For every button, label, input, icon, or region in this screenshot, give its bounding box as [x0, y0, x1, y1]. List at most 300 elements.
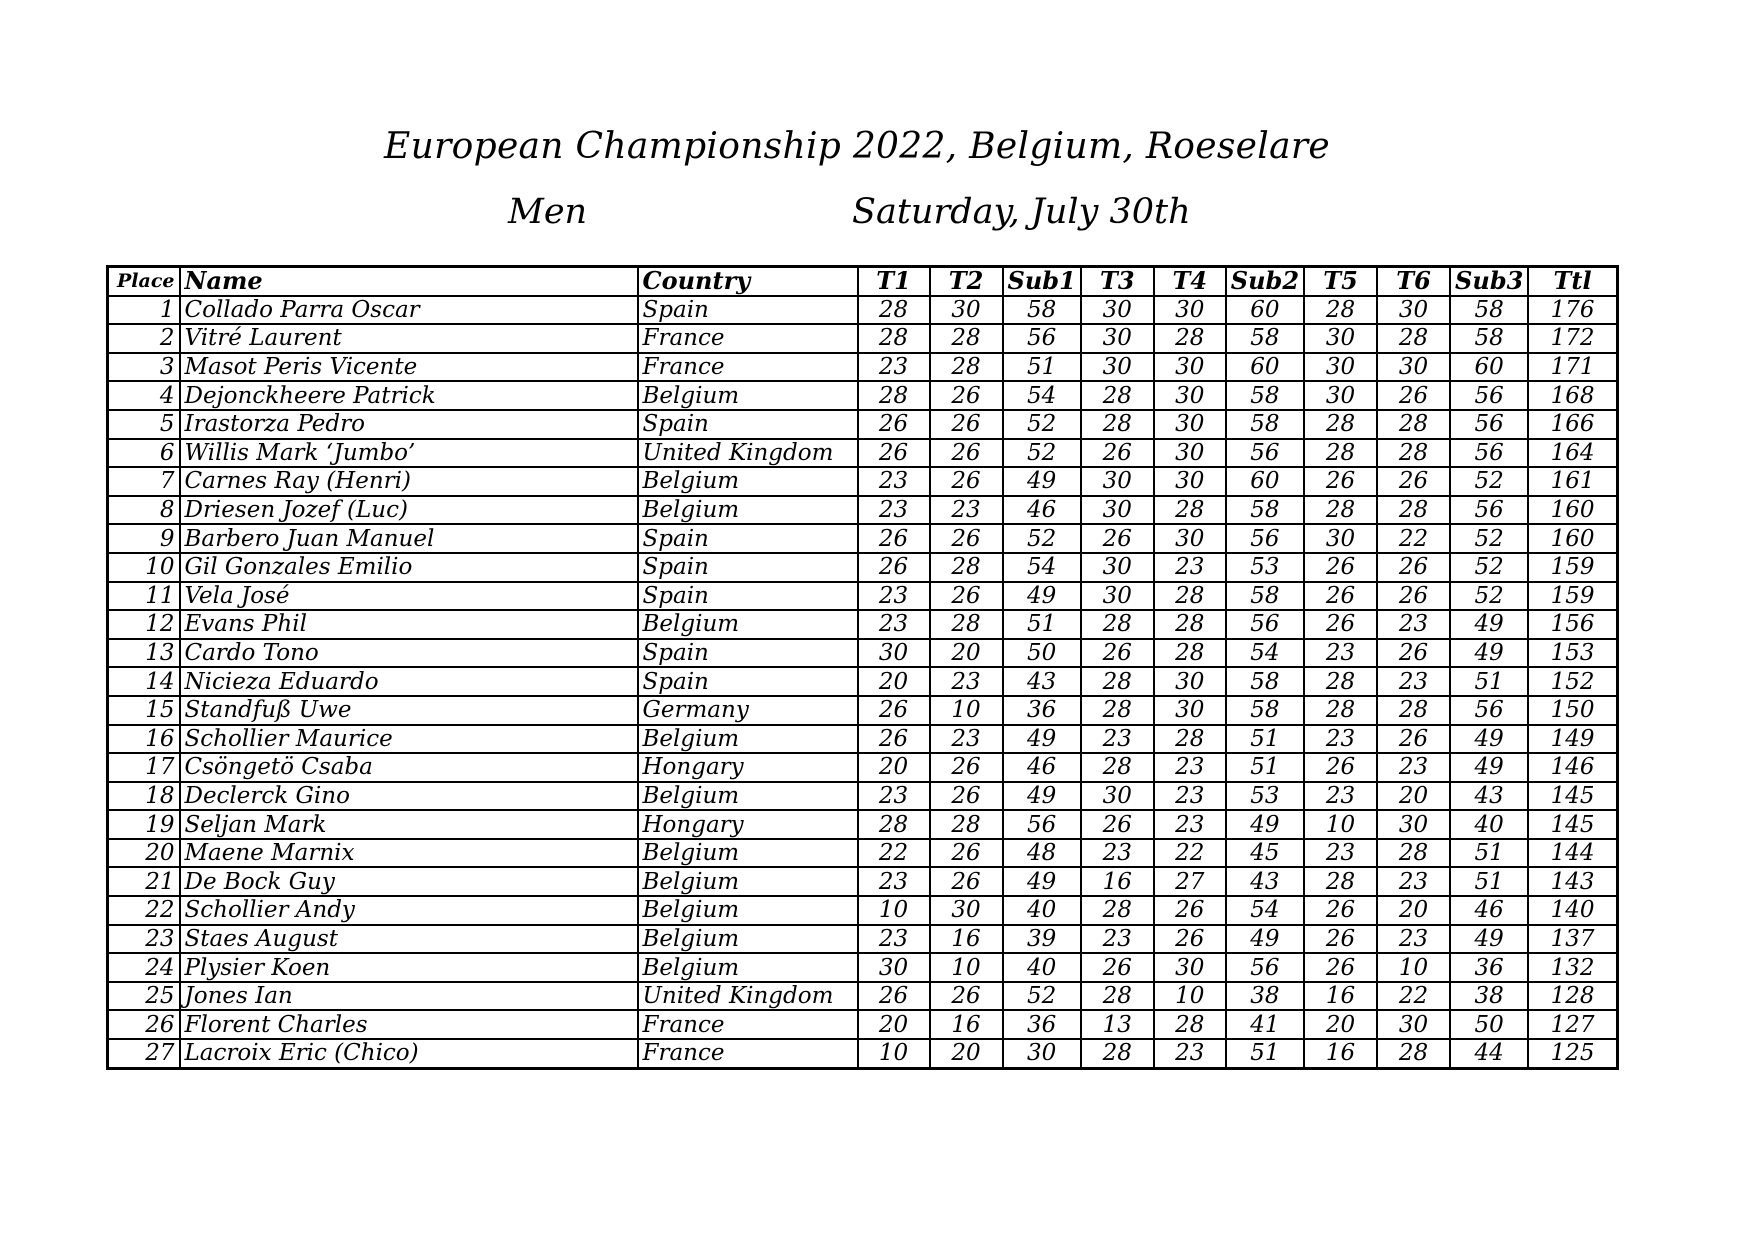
t2-cell: 28 — [930, 553, 1003, 582]
t1-cell: 10 — [858, 1039, 930, 1068]
name-cell: Cardo Tono — [180, 639, 638, 668]
country-cell: France — [638, 324, 858, 353]
table-row — [108, 667, 1618, 696]
t2-cell: 20 — [930, 1039, 1003, 1068]
place-cell: 4 — [108, 381, 180, 410]
total-cell: 176 — [1528, 296, 1617, 325]
sub1-cell: 52 — [1003, 524, 1081, 553]
sub2-cell: 51 — [1226, 753, 1304, 782]
table-row — [108, 696, 1618, 725]
sub3-cell: 52 — [1450, 467, 1528, 496]
table-row — [108, 296, 1618, 325]
sub3-cell: 49 — [1450, 610, 1528, 639]
t6-cell: 30 — [1377, 810, 1450, 839]
t5-cell: 23 — [1304, 639, 1377, 668]
country-cell: Spain — [638, 410, 858, 439]
t3-cell: 28 — [1081, 610, 1154, 639]
t4-cell: 28 — [1154, 496, 1226, 525]
t3-cell: 30 — [1081, 496, 1154, 525]
t2-cell: 23 — [930, 725, 1003, 754]
t5-cell: 26 — [1304, 925, 1377, 954]
place-cell: 23 — [108, 925, 180, 954]
t5-cell: 10 — [1304, 810, 1377, 839]
table-row — [108, 1039, 1618, 1068]
column-header-sub2: Sub2 — [1226, 267, 1304, 296]
t6-cell: 23 — [1377, 667, 1450, 696]
sub2-cell: 60 — [1226, 296, 1304, 325]
t4-cell: 30 — [1154, 953, 1226, 982]
sub3-cell: 56 — [1450, 696, 1528, 725]
t5-cell: 28 — [1304, 296, 1377, 325]
t5-cell: 30 — [1304, 381, 1377, 410]
total-cell: 125 — [1528, 1039, 1617, 1068]
t6-cell: 26 — [1377, 639, 1450, 668]
column-header-sub3: Sub3 — [1450, 267, 1528, 296]
sub2-cell: 53 — [1226, 782, 1304, 811]
t3-cell: 28 — [1081, 381, 1154, 410]
t1-cell: 26 — [858, 696, 930, 725]
total-cell: 143 — [1528, 867, 1617, 896]
t6-cell: 28 — [1377, 839, 1450, 868]
t3-cell: 26 — [1081, 953, 1154, 982]
country-cell: Spain — [638, 296, 858, 325]
t1-cell: 26 — [858, 524, 930, 553]
column-header-t2: T2 — [930, 267, 1003, 296]
t3-cell: 26 — [1081, 639, 1154, 668]
sub3-cell: 36 — [1450, 953, 1528, 982]
place-cell: 9 — [108, 524, 180, 553]
sub1-cell: 30 — [1003, 1039, 1081, 1068]
t1-cell: 20 — [858, 753, 930, 782]
sub1-cell: 40 — [1003, 896, 1081, 925]
sub1-cell: 52 — [1003, 982, 1081, 1011]
t6-cell: 28 — [1377, 496, 1450, 525]
sub2-cell: 54 — [1226, 639, 1304, 668]
t1-cell: 23 — [858, 467, 930, 496]
place-cell: 27 — [108, 1039, 180, 1068]
t5-cell: 28 — [1304, 410, 1377, 439]
name-cell: Barbero Juan Manuel — [180, 524, 638, 553]
sub3-cell: 38 — [1450, 982, 1528, 1011]
name-cell: Staes August — [180, 925, 638, 954]
t4-cell: 28 — [1154, 725, 1226, 754]
table-row — [108, 610, 1618, 639]
sub1-cell: 51 — [1003, 610, 1081, 639]
sub1-cell: 51 — [1003, 353, 1081, 382]
name-cell: Schollier Andy — [180, 896, 638, 925]
sub3-cell: 56 — [1450, 439, 1528, 468]
sub3-cell: 52 — [1450, 582, 1528, 611]
country-cell: Belgium — [638, 496, 858, 525]
sub2-cell: 49 — [1226, 925, 1304, 954]
t6-cell: 26 — [1377, 582, 1450, 611]
t4-cell: 28 — [1154, 582, 1226, 611]
t6-cell: 20 — [1377, 896, 1450, 925]
t3-cell: 23 — [1081, 839, 1154, 868]
name-cell: Lacroix Eric (Chico) — [180, 1039, 638, 1068]
t3-cell: 30 — [1081, 553, 1154, 582]
sub3-cell: 49 — [1450, 753, 1528, 782]
total-cell: 145 — [1528, 782, 1617, 811]
country-cell: Spain — [638, 524, 858, 553]
sub1-cell: 46 — [1003, 753, 1081, 782]
country-cell: Belgium — [638, 381, 858, 410]
t6-cell: 26 — [1377, 553, 1450, 582]
sub3-cell: 49 — [1450, 925, 1528, 954]
t5-cell: 30 — [1304, 324, 1377, 353]
sub3-cell: 50 — [1450, 1010, 1528, 1039]
t6-cell: 23 — [1377, 610, 1450, 639]
date-label: Saturday, July 30th — [852, 192, 1191, 232]
name-cell: Driesen Jozef (Luc) — [180, 496, 638, 525]
place-cell: 20 — [108, 839, 180, 868]
total-cell: 161 — [1528, 467, 1617, 496]
sub1-cell: 56 — [1003, 324, 1081, 353]
t4-cell: 23 — [1154, 810, 1226, 839]
sub2-cell: 53 — [1226, 553, 1304, 582]
t5-cell: 30 — [1304, 524, 1377, 553]
t6-cell: 28 — [1377, 410, 1450, 439]
t3-cell: 26 — [1081, 810, 1154, 839]
country-cell: Spain — [638, 582, 858, 611]
column-header-t6: T6 — [1377, 267, 1450, 296]
sub3-cell: 49 — [1450, 725, 1528, 754]
t2-cell: 23 — [930, 667, 1003, 696]
sub2-cell: 56 — [1226, 524, 1304, 553]
name-cell: Florent Charles — [180, 1010, 638, 1039]
t3-cell: 28 — [1081, 753, 1154, 782]
total-cell: 145 — [1528, 810, 1617, 839]
country-cell: Belgium — [638, 839, 858, 868]
sub2-cell: 56 — [1226, 439, 1304, 468]
total-cell: 146 — [1528, 753, 1617, 782]
t2-cell: 26 — [930, 410, 1003, 439]
t4-cell: 30 — [1154, 296, 1226, 325]
sub3-cell: 52 — [1450, 553, 1528, 582]
t4-cell: 23 — [1154, 1039, 1226, 1068]
t3-cell: 28 — [1081, 667, 1154, 696]
name-cell: Nicieza Eduardo — [180, 667, 638, 696]
t3-cell: 26 — [1081, 524, 1154, 553]
table-row — [108, 496, 1618, 525]
column-header-country: Country — [638, 267, 858, 296]
t1-cell: 20 — [858, 667, 930, 696]
t5-cell: 26 — [1304, 610, 1377, 639]
t5-cell: 28 — [1304, 696, 1377, 725]
place-cell: 26 — [108, 1010, 180, 1039]
sub3-cell: 51 — [1450, 667, 1528, 696]
total-cell: 160 — [1528, 496, 1617, 525]
place-cell: 18 — [108, 782, 180, 811]
sub3-cell: 58 — [1450, 324, 1528, 353]
t1-cell: 28 — [858, 324, 930, 353]
table-row — [108, 925, 1618, 954]
t2-cell: 26 — [930, 753, 1003, 782]
table-row — [108, 353, 1618, 382]
sub1-cell: 49 — [1003, 867, 1081, 896]
t2-cell: 26 — [930, 381, 1003, 410]
sub3-cell: 56 — [1450, 381, 1528, 410]
place-cell: 11 — [108, 582, 180, 611]
sub2-cell: 60 — [1226, 353, 1304, 382]
place-cell: 7 — [108, 467, 180, 496]
sub3-cell: 49 — [1450, 639, 1528, 668]
place-cell: 5 — [108, 410, 180, 439]
total-cell: 171 — [1528, 353, 1617, 382]
sub2-cell: 51 — [1226, 1039, 1304, 1068]
t1-cell: 20 — [858, 1010, 930, 1039]
sub2-cell: 41 — [1226, 1010, 1304, 1039]
total-cell: 164 — [1528, 439, 1617, 468]
t1-cell: 28 — [858, 810, 930, 839]
column-header-t5: T5 — [1304, 267, 1377, 296]
sub3-cell: 43 — [1450, 782, 1528, 811]
table-body — [108, 296, 1618, 1069]
sub2-cell: 56 — [1226, 610, 1304, 639]
place-cell: 2 — [108, 324, 180, 353]
sub2-cell: 38 — [1226, 982, 1304, 1011]
t6-cell: 22 — [1377, 982, 1450, 1011]
t5-cell: 23 — [1304, 782, 1377, 811]
name-cell: Irastorza Pedro — [180, 410, 638, 439]
total-cell: 156 — [1528, 610, 1617, 639]
t1-cell: 23 — [858, 353, 930, 382]
t6-cell: 28 — [1377, 439, 1450, 468]
place-cell: 19 — [108, 810, 180, 839]
place-cell: 25 — [108, 982, 180, 1011]
t1-cell: 26 — [858, 553, 930, 582]
sub3-cell: 58 — [1450, 296, 1528, 325]
table-row — [108, 439, 1618, 468]
table-row — [108, 839, 1618, 868]
table-row — [108, 467, 1618, 496]
country-cell: Germany — [638, 696, 858, 725]
name-cell: Csöngetö Csaba — [180, 753, 638, 782]
t6-cell: 28 — [1377, 696, 1450, 725]
t2-cell: 30 — [930, 896, 1003, 925]
t5-cell: 26 — [1304, 753, 1377, 782]
total-cell: 132 — [1528, 953, 1617, 982]
t2-cell: 10 — [930, 953, 1003, 982]
sub1-cell: 54 — [1003, 381, 1081, 410]
place-cell: 15 — [108, 696, 180, 725]
table-row — [108, 324, 1618, 353]
t5-cell: 30 — [1304, 353, 1377, 382]
t1-cell: 10 — [858, 896, 930, 925]
table-row — [108, 982, 1618, 1011]
name-cell: De Bock Guy — [180, 867, 638, 896]
country-cell: Spain — [638, 553, 858, 582]
sub2-cell: 54 — [1226, 896, 1304, 925]
name-cell: Standfuß Uwe — [180, 696, 638, 725]
country-cell: Belgium — [638, 610, 858, 639]
place-cell: 12 — [108, 610, 180, 639]
sub3-cell: 51 — [1450, 839, 1528, 868]
t3-cell: 28 — [1081, 896, 1154, 925]
t4-cell: 27 — [1154, 867, 1226, 896]
t4-cell: 30 — [1154, 410, 1226, 439]
sub1-cell: 54 — [1003, 553, 1081, 582]
table-row — [108, 582, 1618, 611]
column-header-place: Place — [108, 267, 180, 296]
total-cell: 166 — [1528, 410, 1617, 439]
country-cell: Belgium — [638, 896, 858, 925]
t2-cell: 26 — [930, 439, 1003, 468]
t5-cell: 23 — [1304, 725, 1377, 754]
t5-cell: 28 — [1304, 496, 1377, 525]
sub1-cell: 46 — [1003, 496, 1081, 525]
t4-cell: 26 — [1154, 925, 1226, 954]
table-row — [108, 782, 1618, 811]
t6-cell: 26 — [1377, 381, 1450, 410]
header-row — [108, 267, 1618, 296]
t6-cell: 23 — [1377, 925, 1450, 954]
table-row — [108, 381, 1618, 410]
t1-cell: 26 — [858, 410, 930, 439]
sub1-cell: 52 — [1003, 439, 1081, 468]
country-cell: France — [638, 1010, 858, 1039]
t3-cell: 30 — [1081, 467, 1154, 496]
t2-cell: 28 — [930, 324, 1003, 353]
name-cell: Evans Phil — [180, 610, 638, 639]
t2-cell: 16 — [930, 1010, 1003, 1039]
t4-cell: 28 — [1154, 610, 1226, 639]
table-row — [108, 867, 1618, 896]
t6-cell: 30 — [1377, 1010, 1450, 1039]
sub1-cell: 48 — [1003, 839, 1081, 868]
sub1-cell: 43 — [1003, 667, 1081, 696]
t1-cell: 23 — [858, 782, 930, 811]
total-cell: 152 — [1528, 667, 1617, 696]
sub2-cell: 49 — [1226, 810, 1304, 839]
t5-cell: 28 — [1304, 439, 1377, 468]
column-header-t4: T4 — [1154, 267, 1226, 296]
t5-cell: 28 — [1304, 667, 1377, 696]
t4-cell: 30 — [1154, 439, 1226, 468]
place-cell: 1 — [108, 296, 180, 325]
table-header — [108, 267, 1618, 296]
t2-cell: 28 — [930, 353, 1003, 382]
t5-cell: 16 — [1304, 1039, 1377, 1068]
sub3-cell: 51 — [1450, 867, 1528, 896]
t5-cell: 26 — [1304, 582, 1377, 611]
t6-cell: 10 — [1377, 953, 1450, 982]
t4-cell: 26 — [1154, 896, 1226, 925]
sub1-cell: 49 — [1003, 582, 1081, 611]
name-cell: Plysier Koen — [180, 953, 638, 982]
t2-cell: 26 — [930, 582, 1003, 611]
table-row — [108, 953, 1618, 982]
country-cell: Spain — [638, 667, 858, 696]
t4-cell: 30 — [1154, 696, 1226, 725]
t1-cell: 28 — [858, 381, 930, 410]
sub1-cell: 49 — [1003, 467, 1081, 496]
place-cell: 17 — [108, 753, 180, 782]
name-cell: Gil Gonzales Emilio — [180, 553, 638, 582]
t2-cell: 10 — [930, 696, 1003, 725]
t2-cell: 28 — [930, 610, 1003, 639]
t3-cell: 23 — [1081, 725, 1154, 754]
place-cell: 21 — [108, 867, 180, 896]
table-row — [108, 753, 1618, 782]
column-header-t3: T3 — [1081, 267, 1154, 296]
place-cell: 24 — [108, 953, 180, 982]
t4-cell: 28 — [1154, 324, 1226, 353]
t2-cell: 26 — [930, 782, 1003, 811]
total-cell: 159 — [1528, 582, 1617, 611]
country-cell: Belgium — [638, 867, 858, 896]
name-cell: Collado Parra Oscar — [180, 296, 638, 325]
t2-cell: 26 — [930, 867, 1003, 896]
sub1-cell: 36 — [1003, 1010, 1081, 1039]
t3-cell: 30 — [1081, 582, 1154, 611]
total-cell: 149 — [1528, 725, 1617, 754]
t5-cell: 20 — [1304, 1010, 1377, 1039]
t2-cell: 16 — [930, 925, 1003, 954]
sub2-cell: 58 — [1226, 667, 1304, 696]
sub1-cell: 39 — [1003, 925, 1081, 954]
place-cell: 10 — [108, 553, 180, 582]
country-cell: France — [638, 1039, 858, 1068]
t6-cell: 28 — [1377, 324, 1450, 353]
t6-cell: 22 — [1377, 524, 1450, 553]
sub2-cell: 58 — [1226, 582, 1304, 611]
country-cell: Spain — [638, 639, 858, 668]
t1-cell: 22 — [858, 839, 930, 868]
t1-cell: 30 — [858, 639, 930, 668]
t5-cell: 28 — [1304, 867, 1377, 896]
total-cell: 127 — [1528, 1010, 1617, 1039]
t2-cell: 20 — [930, 639, 1003, 668]
country-cell: United Kingdom — [638, 982, 858, 1011]
country-cell: Belgium — [638, 782, 858, 811]
sub3-cell: 56 — [1450, 410, 1528, 439]
t6-cell: 23 — [1377, 753, 1450, 782]
country-cell: France — [638, 353, 858, 382]
t4-cell: 30 — [1154, 353, 1226, 382]
t5-cell: 23 — [1304, 839, 1377, 868]
t6-cell: 23 — [1377, 867, 1450, 896]
sub2-cell: 43 — [1226, 867, 1304, 896]
t6-cell: 30 — [1377, 353, 1450, 382]
country-cell: Belgium — [638, 467, 858, 496]
t1-cell: 23 — [858, 867, 930, 896]
sub2-cell: 58 — [1226, 696, 1304, 725]
total-cell: 153 — [1528, 639, 1617, 668]
t1-cell: 30 — [858, 953, 930, 982]
name-cell: Willis Mark ‘Jumbo’ — [180, 439, 638, 468]
place-cell: 14 — [108, 667, 180, 696]
total-cell: 128 — [1528, 982, 1617, 1011]
t3-cell: 30 — [1081, 353, 1154, 382]
table-row — [108, 725, 1618, 754]
place-cell: 22 — [108, 896, 180, 925]
t1-cell: 26 — [858, 725, 930, 754]
name-cell: Carnes Ray (Henri) — [180, 467, 638, 496]
name-cell: Dejonckheere Patrick — [180, 381, 638, 410]
column-header-sub1: Sub1 — [1003, 267, 1081, 296]
sub3-cell: 52 — [1450, 524, 1528, 553]
name-cell: Declerck Gino — [180, 782, 638, 811]
t1-cell: 23 — [858, 582, 930, 611]
country-cell: United Kingdom — [638, 439, 858, 468]
total-cell: 144 — [1528, 839, 1617, 868]
sub3-cell: 44 — [1450, 1039, 1528, 1068]
t2-cell: 26 — [930, 839, 1003, 868]
t2-cell: 26 — [930, 467, 1003, 496]
t4-cell: 22 — [1154, 839, 1226, 868]
t3-cell: 26 — [1081, 439, 1154, 468]
